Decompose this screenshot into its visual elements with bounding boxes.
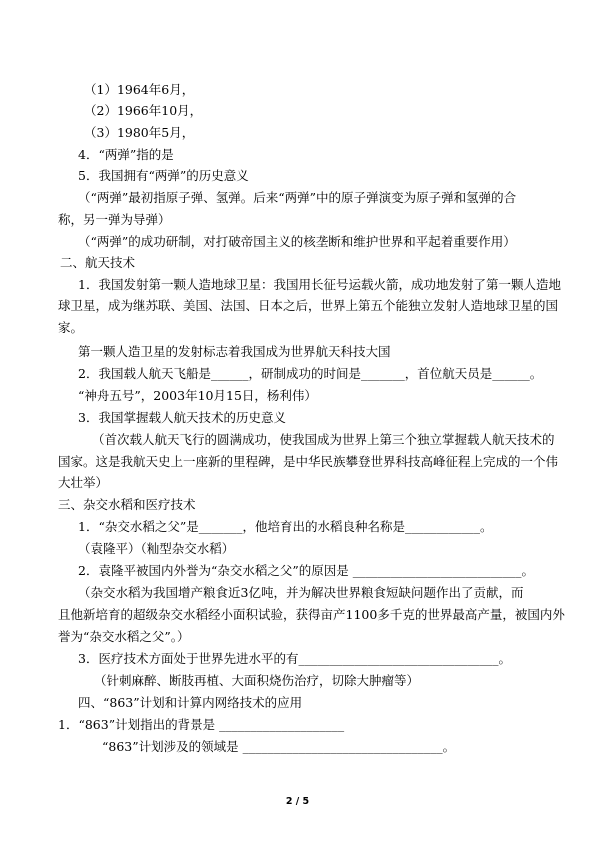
section-heading-2: 二、航天技术: [60, 255, 136, 270]
space-q3-answer-line-2: 国家。这是我航天史上一座新的里程碑，是中华民族攀登世界科技高峰征程上完成的一个伟: [58, 454, 559, 469]
space-q1-line-2: 球卫星，成为继苏联、美国、法国、日本之后，世界上第五个能独立发射人造地球卫星的国: [58, 298, 559, 313]
section-heading-4: 四、“863”计划和计算内网络技术的应用: [78, 695, 303, 710]
answer-1964: （1）1964年6月，: [84, 82, 195, 97]
space-q3-answer-line-3: 大壮举）: [58, 475, 109, 490]
medical-q3-answer: （针刺麻醉、断肢再植、大面积烧伤治疗，切除大肿瘤等）: [94, 673, 420, 688]
space-q2: 2．我国载人航天飞船是______，研制成功的时间是_______，首位航天员是______。: [78, 366, 543, 381]
rice-q1-answer: （袁隆平）（籼型杂交水稻）: [78, 541, 235, 556]
rice-q2-answer-line-3: 誉为“杂交水稻之父”。）: [58, 629, 190, 644]
space-q1-line-1: 1．我国发射第一颗人造地球卫星：我国用长征号运载火箭，成功地发射了第一颗人造地: [78, 277, 561, 292]
space-q1-answer: 第一颗人造卫星的发射标志着我国成为世界航天科技大国: [78, 344, 391, 359]
medical-q3: 3．医疗技术方面处于世界先进水平的有________________________________。: [78, 651, 511, 666]
space-q2-answer: “神舟五号”，2003年10月15日，杨利伟）: [78, 388, 317, 403]
section-heading-3: 三、杂交水稻和医疗技术: [58, 497, 196, 512]
rice-q2: 2．袁隆平被国内外誉为“杂交水稻之父”的原因是 ___________________________。: [78, 563, 534, 578]
rice-q2-answer-line-1: （杂交水稻为我国增产粮食近3亿吨，并为解决世界粮食短缺问题作出了贡献，而: [78, 585, 524, 600]
answer-5-line-2: 称，另一弹为导弹）: [58, 212, 171, 227]
answer-5-line-3: （“两弹”的成功研制，对打破帝国主义的核垄断和维护世界和平起着重要作用）: [78, 234, 516, 249]
answer-1966: （2）1966年10月，: [84, 103, 203, 118]
question-4: 4．“两弹”指的是: [78, 147, 174, 162]
rice-q2-answer-line-2: 且他新培育的超级杂交水稻经小面积试验，获得亩产1100多千克的世界最高产量，被国内外: [58, 607, 565, 622]
space-q3: 3．我国掌握载人航天技术的历史意义: [78, 410, 286, 425]
plan-863-q1: 1．“863”计划指出的背景是 ____________________: [58, 717, 345, 732]
plan-863-q2: “863”计划涉及的领域是 ________________________________。: [102, 739, 456, 754]
page-number: 2 / 5: [285, 796, 310, 807]
rice-q1: 1．“杂交水稻之父”是_______，他培育出的水稻良种名称是____________。: [78, 519, 493, 534]
space-q3-answer-line-1: （首次载人航天飞行的圆满成功，使我国成为世界上第三个独立掌握载人航天技术的: [92, 432, 555, 447]
space-q1-line-3: 家。: [58, 320, 84, 335]
question-5: 5．我国拥有“两弹”的历史意义: [78, 168, 249, 183]
answer-1980: （3）1980年5月，: [84, 125, 195, 140]
answer-5-line-1: （“两弹”最初指原子弹、氢弹。后来“两弹”中的原子弹演变为原子弹和氢弹的合: [78, 190, 517, 205]
